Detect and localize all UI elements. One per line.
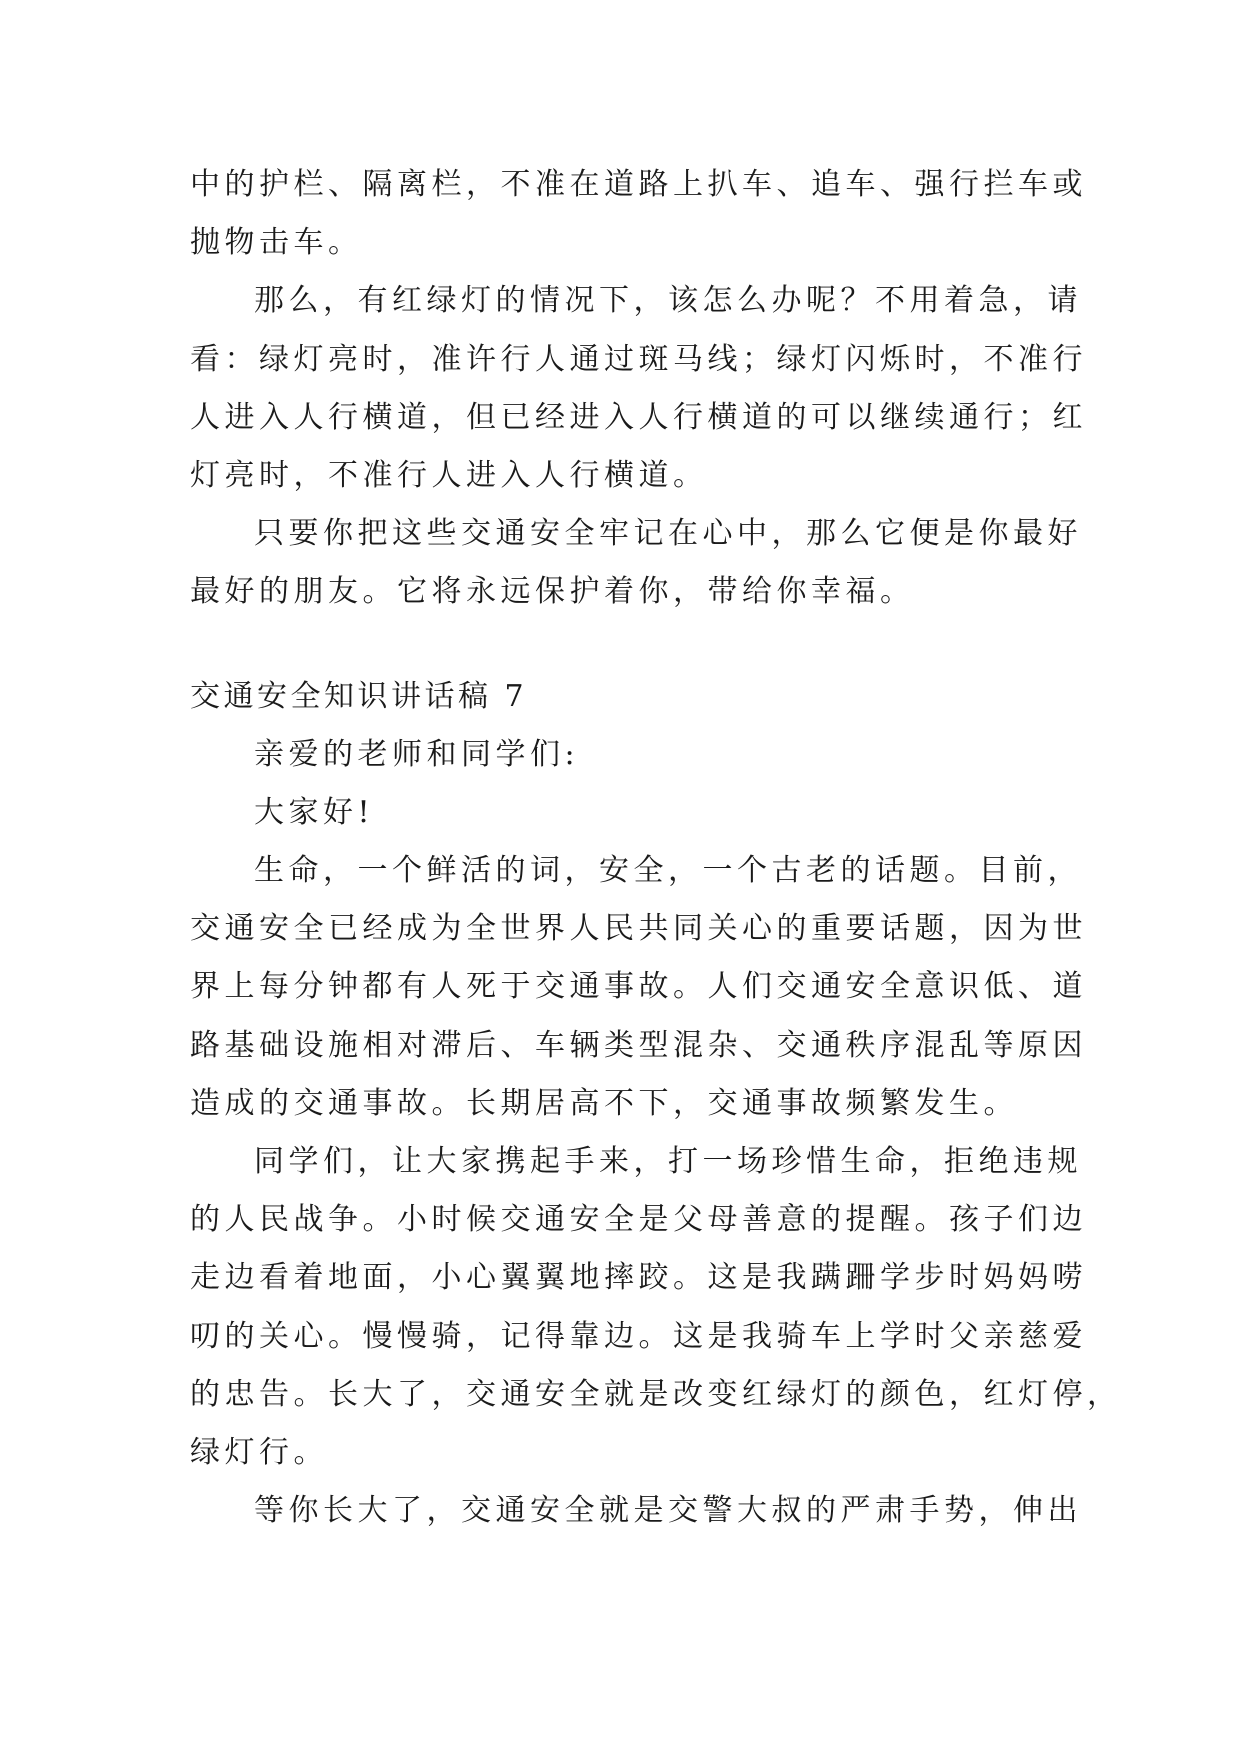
paragraph-line: 灯亮时，不准行人进入人行横道。: [190, 457, 708, 493]
paragraph-line: 那么，有红绿灯的情况下，该怎么办呢？不用着急，请: [254, 283, 1082, 319]
paragraph-line: 的忠告。长大了，交通安全就是改变红绿灯的颜色，红灯停，: [190, 1376, 1122, 1412]
paragraph-line: 看：绿灯亮时，准许行人通过斑马线；绿灯闪烁时，不准行: [190, 341, 1087, 377]
paragraph-line: 绿灯行。: [190, 1434, 328, 1470]
section-heading: 交通安全知识讲话稿 7: [190, 678, 528, 714]
paragraph-line: 抛物击车。: [190, 225, 363, 261]
paragraph-line: 叨的关心。慢慢骑，记得靠边。这是我骑车上学时父亲慈爱: [190, 1318, 1087, 1354]
paragraph-line: 人进入人行横道，但已经进入人行横道的可以继续通行；红: [190, 399, 1087, 435]
paragraph-line: 只要你把这些交通安全牢记在心中，那么它便是你最好: [254, 516, 1082, 552]
paragraph-line: 中的护栏、隔离栏，不准在道路上扒车、追车、强行拦车或: [190, 167, 1087, 202]
paragraph-line: 交通安全已经成为全世界人民共同关心的重要话题，因为世: [190, 911, 1087, 947]
paragraph-line: 同学们，让大家携起手来，打一场珍惜生命，拒绝违规: [254, 1144, 1082, 1179]
salutation: 亲爱的老师和同学们:: [254, 736, 580, 772]
paragraph-line: 界上每分钟都有人死于交通事故。人们交通安全意识低、道: [190, 969, 1087, 1005]
paragraph-line: 路基础设施相对滞后、车辆类型混杂、交通秩序混乱等原因: [190, 1027, 1087, 1063]
document-body: [190, 156, 1122, 1540]
paragraph-line: 造成的交通事故。长期居高不下，交通事故频繁发生。: [190, 1085, 1018, 1121]
section-spacer: [190, 622, 1052, 668]
paragraph-line: 等你长大了，交通安全就是交警大叔的严肃手势，伸出: [254, 1493, 1082, 1529]
paragraph-line: 走边看着地面，小心翼翼地摔跤。这是我蹒跚学步时妈妈唠: [190, 1260, 1087, 1296]
paragraph-line: 生命，一个鲜活的词，安全，一个古老的话题。目前，: [254, 853, 1082, 889]
paragraph-line: 最好的朋友。它将永远保护着你，带给你幸福。: [190, 574, 915, 610]
greeting: 大家好!: [254, 794, 375, 830]
paragraph-line: 的人民战争。小时候交通安全是父母善意的提醒。孩子们边: [190, 1202, 1087, 1238]
